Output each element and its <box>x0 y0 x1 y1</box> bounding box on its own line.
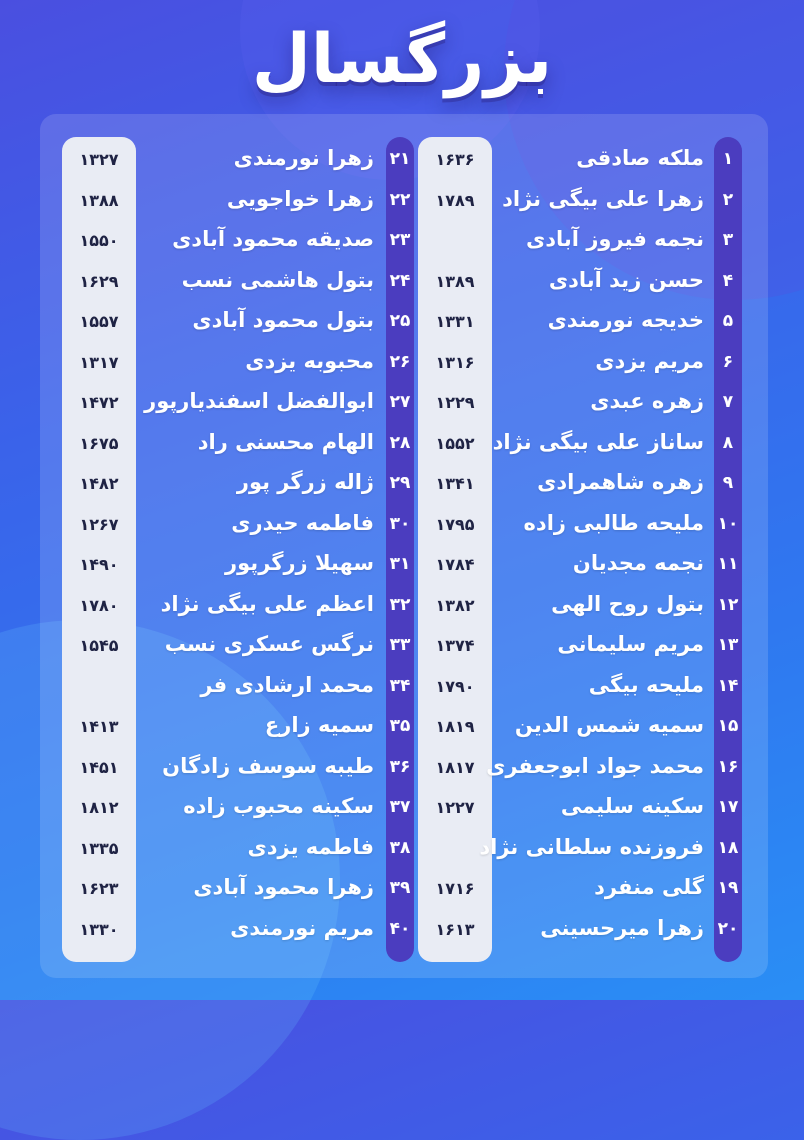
name-cell: ساناز علی بیگی نژاد <box>492 429 704 454</box>
table-row <box>62 181 414 222</box>
score-cell: ۱۷۸۴ <box>435 555 475 574</box>
table-row <box>62 667 414 708</box>
score-cell: ۱۶۲۹ <box>79 271 119 291</box>
left-table <box>62 140 414 950</box>
name-cell: حسن زید آبادی <box>548 267 704 292</box>
name-cell: مریم نورمندی <box>230 915 374 940</box>
table-row <box>418 626 742 667</box>
name-cell: بتول محمود آبادی <box>192 308 374 332</box>
score-cell: ۱۶۷۵ <box>79 433 119 453</box>
table-row <box>62 464 414 505</box>
name-cell: الهام محسنی راد <box>197 429 374 454</box>
table-row <box>418 788 742 829</box>
table-row <box>418 343 742 384</box>
name-cell: فاطمه یزدی <box>247 834 374 859</box>
score-cell: ۱۳۸۹ <box>435 271 475 291</box>
table-row <box>62 424 414 465</box>
rank-cell: ۳۷ <box>389 797 411 817</box>
rank-cell: ۵ <box>722 311 734 331</box>
table-row <box>62 383 414 424</box>
name-cell: سهیلا زرگرپور <box>225 551 374 575</box>
rank-cell: ۲۲ <box>389 189 411 210</box>
rank-cell: ۱۳ <box>717 635 739 655</box>
score-cell: ۱۷۸۹ <box>435 190 475 210</box>
table-row <box>418 221 742 262</box>
table-row <box>62 586 414 627</box>
score-cell: ۱۳۸۲ <box>435 595 475 615</box>
table-row <box>62 869 414 910</box>
score-cell: ۱۳۲۷ <box>79 150 119 169</box>
rank-cell: ۳۹ <box>389 878 411 898</box>
table-row <box>62 302 414 343</box>
name-cell: خدیجه نورمندی <box>547 308 704 332</box>
name-cell: زهرا محمود آبادی <box>193 875 374 899</box>
score-cell: ۱۵۵۰ <box>79 231 119 250</box>
rank-cell: ۳۳ <box>389 635 411 655</box>
score-cell: ۱۳۸۸ <box>79 190 119 210</box>
name-cell: سمیه زارع <box>264 713 374 737</box>
table-row <box>418 748 742 789</box>
score-cell: ۱۳۳۰ <box>79 919 119 939</box>
name-cell: محمد جواد ابوجعفری <box>486 753 704 778</box>
score-cell: ۱۳۳۵ <box>79 838 119 858</box>
right-table <box>418 140 742 950</box>
rank-cell: ۱۱ <box>717 554 739 574</box>
rank-cell: ۲۳ <box>389 230 411 250</box>
table-row <box>62 626 414 667</box>
name-cell: زهره عبدی <box>590 389 704 413</box>
score-cell: ۱۷۹۵ <box>435 514 475 534</box>
table-row <box>418 302 742 343</box>
table-row <box>418 707 742 748</box>
rank-cell: ۳۱ <box>389 554 411 574</box>
name-cell: ابوالفضل اسفندیارپور <box>144 389 374 413</box>
table-row <box>418 505 742 546</box>
score-cell: ۱۷۹۰ <box>435 676 475 696</box>
name-cell: ملیحه بیگی <box>588 672 704 697</box>
rank-cell: ۳۸ <box>389 837 411 858</box>
rank-cell: ۲۱ <box>389 149 411 169</box>
name-cell: زهرا خواجویی <box>226 186 374 211</box>
rank-cell: ۱۸ <box>717 837 739 858</box>
score-cell: ۱۳۱۷ <box>79 352 119 372</box>
table-row <box>62 910 414 951</box>
table-row <box>62 343 414 384</box>
table-row <box>418 140 742 181</box>
rank-cell: ۳۴ <box>389 675 411 696</box>
score-cell: ۱۲۲۷ <box>435 798 475 817</box>
table-row <box>62 221 414 262</box>
score-cell: ۱۸۱۲ <box>79 798 119 817</box>
name-cell: اعظم علی بیگی نژاد <box>160 591 374 616</box>
table-row <box>62 140 414 181</box>
name-cell: زهرا نورمندی <box>233 146 374 170</box>
score-cell: ۱۸۱۹ <box>435 717 475 736</box>
score-cell: ۱۷۱۶ <box>435 879 475 898</box>
rank-cell: ۲۰ <box>717 918 739 939</box>
table-row <box>418 383 742 424</box>
name-cell: ژاله زرگر پور <box>236 470 374 494</box>
table-row <box>418 464 742 505</box>
score-cell: ۱۵۵۲ <box>435 433 475 453</box>
rank-cell: ۷ <box>722 392 734 412</box>
rank-cell: ۲ <box>722 189 734 210</box>
table-row <box>418 262 742 303</box>
table-row <box>62 829 414 870</box>
score-cell: ۱۳۱۶ <box>435 352 475 372</box>
score-cell: ۱۴۸۲ <box>79 474 119 493</box>
page-title: بزرگسال <box>251 20 553 99</box>
rank-cell: ۳۵ <box>389 716 411 736</box>
score-cell: ۱۳۷۴ <box>435 636 475 655</box>
score-cell: ۱۴۷۲ <box>79 393 119 412</box>
score-cell: ۱۷۸۰ <box>79 595 119 615</box>
name-cell: ملیحه طالبی زاده <box>523 510 704 535</box>
name-cell: فاطمه حیدری <box>231 510 374 535</box>
score-cell: ۱۳۳۱ <box>435 312 475 331</box>
name-cell: سمیه شمس الدین <box>514 713 704 737</box>
rank-cell: ۴۰ <box>389 918 411 939</box>
name-cell: طیبه سوسف زادگان <box>162 753 374 778</box>
rank-cell: ۳۰ <box>389 513 411 534</box>
name-cell: بتول هاشمی نسب <box>181 267 374 292</box>
table-row <box>418 869 742 910</box>
score-cell: ۱۸۱۷ <box>435 757 475 777</box>
table-row <box>418 586 742 627</box>
score-cell: ۱۴۹۰ <box>79 555 119 574</box>
rank-cell: ۱۲ <box>717 594 739 615</box>
name-cell: نجمه مجدیان <box>572 551 704 575</box>
score-cell: ۱۳۴۱ <box>435 474 475 493</box>
rank-cell: ۳ <box>722 230 734 250</box>
name-cell: گلی منفرد <box>594 875 704 899</box>
table-row <box>418 667 742 708</box>
table-row <box>62 748 414 789</box>
score-cell: ۱۶۱۳ <box>435 919 475 939</box>
rank-cell: ۱۹ <box>717 878 739 898</box>
name-cell: نرگس عسکری نسب <box>164 632 374 656</box>
rank-cell: ۴ <box>722 270 734 291</box>
table-row <box>418 545 742 586</box>
table-row <box>62 707 414 748</box>
name-cell: نجمه فیروز آبادی <box>526 227 704 251</box>
name-cell: زهره شاهمرادی <box>537 470 704 494</box>
rank-cell: ۱۶ <box>717 756 739 777</box>
rank-cell: ۱ <box>722 149 734 169</box>
name-cell: بتول روح الهی <box>551 591 704 616</box>
name-cell: مریم یزدی <box>595 348 704 373</box>
score-cell: ۱۲۲۹ <box>435 393 475 412</box>
score-cell: ۱۲۶۷ <box>79 514 119 534</box>
table-row <box>418 910 742 951</box>
table-row <box>418 181 742 222</box>
rank-cell: ۲۶ <box>389 351 411 372</box>
score-cell: ۱۵۵۷ <box>79 312 119 331</box>
score-cell: ۱۵۴۵ <box>79 636 119 655</box>
name-cell: سکینه سلیمی <box>560 794 704 818</box>
rank-cell: ۱۴ <box>717 675 739 696</box>
table-row <box>62 505 414 546</box>
rank-cell: ۲۵ <box>389 311 411 331</box>
rank-cell: ۱۰ <box>717 513 739 534</box>
table-row <box>62 788 414 829</box>
rank-cell: ۸ <box>722 432 734 453</box>
rank-cell: ۲۴ <box>389 270 411 291</box>
name-cell: سکینه محبوب زاده <box>183 794 374 818</box>
rank-cell: ۹ <box>722 473 734 493</box>
score-cell: ۱۶۳۶ <box>435 150 475 169</box>
table-row <box>418 829 742 870</box>
name-cell: فروزنده سلطانی نژاد <box>479 834 704 859</box>
rank-cell: ۳۶ <box>389 756 411 777</box>
name-cell: زهرا میرحسینی <box>540 915 704 940</box>
rank-cell: ۶ <box>722 351 734 372</box>
rank-cell: ۲۹ <box>389 473 411 493</box>
name-cell: ملکه صادقی <box>576 146 704 170</box>
score-cell: ۱۶۲۳ <box>79 879 119 898</box>
table-row <box>418 424 742 465</box>
table-row <box>62 262 414 303</box>
name-cell: صدیقه محمود آبادی <box>172 227 374 251</box>
score-cell: ۱۴۱۳ <box>79 717 119 736</box>
name-cell: محبوبه یزدی <box>245 348 374 373</box>
name-cell: زهرا علی بیگی نژاد <box>502 186 704 211</box>
rank-cell: ۲۸ <box>389 432 411 453</box>
rank-cell: ۱۵ <box>717 716 739 736</box>
rank-cell: ۲۷ <box>389 392 411 412</box>
score-cell: ۱۴۵۱ <box>79 757 119 777</box>
table-row <box>62 545 414 586</box>
rank-cell: ۳۲ <box>389 594 411 615</box>
name-cell: مریم سلیمانی <box>557 632 704 656</box>
rank-cell: ۱۷ <box>717 797 739 817</box>
name-cell: محمد ارشادی فر <box>200 672 374 697</box>
